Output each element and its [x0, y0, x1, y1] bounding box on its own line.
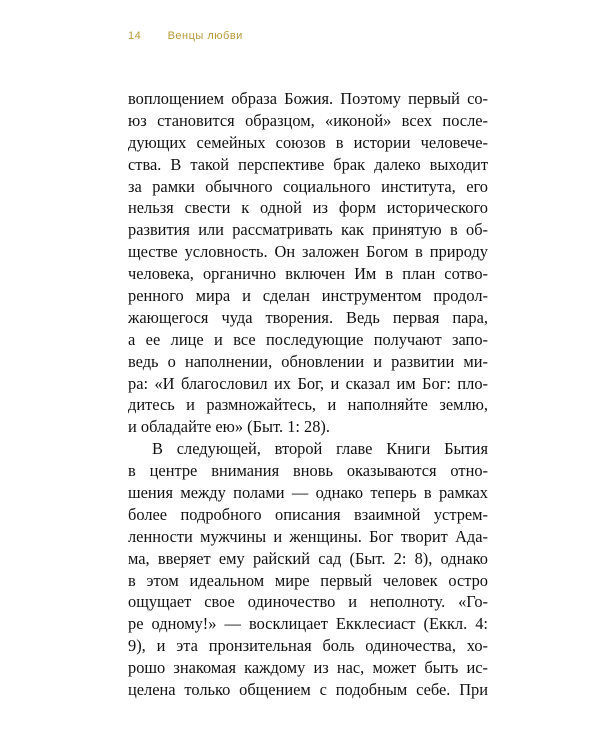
- paragraph: [128, 438, 488, 701]
- text-line: ленности мужчины и женщины. Бог творит Ада-: [128, 526, 488, 546]
- text-line: ма, вверяет ему райский сад (Быт. 2: 8), однако: [128, 548, 488, 568]
- text-line: воплощением образа Божия. Поэтому первый со-: [128, 89, 488, 108]
- text-line: жающегося чуда творения. Ведь первая пара,: [128, 307, 488, 327]
- text-line: 9), и эта пронзительная боль одиночества, хо-: [128, 636, 488, 656]
- text-line: шения между полами — однако теперь в рамках: [128, 483, 488, 503]
- text-line: нельзя свести к одной из форм исторического: [128, 198, 488, 218]
- paragraph: [128, 88, 488, 438]
- text-line: ре одному!» — восклицает Екклесиаст (Еккл. 4:: [128, 614, 488, 634]
- text-line: рошо знакомая каждому из нас, может быть ис-: [128, 658, 488, 678]
- text-line: а ее лице и все последующие получают запо-: [128, 329, 488, 349]
- text-line: В следующей, второй главе Книги Бытия: [152, 439, 488, 459]
- page-number: 14: [128, 30, 142, 42]
- text-line: ведь о наполнении, обновлении и развитии ми-: [128, 351, 488, 371]
- text-line: более подробного описания взаимной устрем-: [128, 504, 488, 524]
- text-line: в этом идеальном мире первый человек остро: [128, 570, 488, 590]
- running-header: [128, 30, 243, 42]
- text-line: человека, органично включен Им в план сотво-: [128, 264, 488, 284]
- book-title: Венцы любви: [167, 30, 243, 42]
- text-line: дующих семейных союзов в истории человече-: [128, 132, 488, 152]
- body-text: [128, 88, 488, 701]
- text-line: дитесь и размножайтесь, и наполняйте землю,: [128, 395, 488, 415]
- text-line: в центре внимания вновь оказываются отно-: [128, 461, 488, 481]
- text-line: целена только общением с подобным себе. При: [128, 680, 488, 700]
- text-line: за рамки обычного социального института, его: [128, 176, 488, 196]
- text-line: ра: «И благословил их Бог, и сказал им Бог: пло-: [128, 373, 488, 393]
- text-line: и обладайте ею» (Быт. 1: 28).: [128, 417, 330, 437]
- text-line: ощущает свое одиночество и неполноту. «Го-: [128, 592, 488, 612]
- text-line: ства. В такой перспективе брак далеко выходит: [128, 154, 488, 174]
- text-line: ренного мира и сделан инструментом продол-: [128, 286, 488, 306]
- text-line: юз становится образцом, «иконой» всех после-: [128, 110, 488, 130]
- text-line: ществе условность. Он заложен Богом в природу: [128, 242, 488, 262]
- text-line: развития или рассматривать как принятую в об-: [128, 220, 488, 240]
